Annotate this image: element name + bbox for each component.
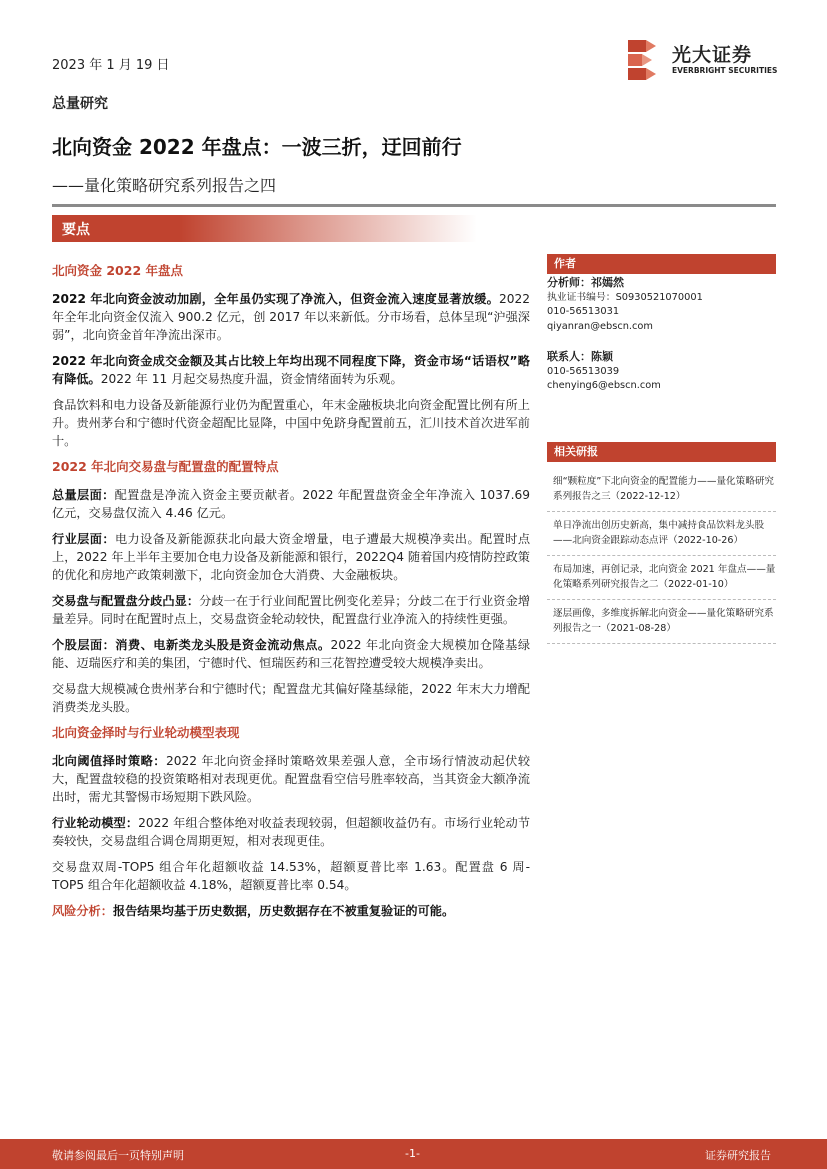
paragraph-5 bbox=[52, 530, 530, 584]
license-number: 执业证书编号：S0930521070001 bbox=[547, 291, 703, 303]
analyst-email[interactable]: qiyanran@ebscn.com bbox=[547, 320, 653, 332]
page-footer bbox=[0, 1139, 827, 1169]
paragraph-4-text: 配置盘是净流入资金主要贡献者。2022 年配置盘资金全年净流入 1037.69 亿元，交易盘仅流入 4.46 亿元。 bbox=[52, 488, 530, 520]
paragraph-8: 交易盘大规模减仓贵州茅台和宁德时代；配置盘尤其偏好隆基绿能，2022 年末大力增配消费类龙头股。 bbox=[52, 682, 530, 714]
main-content bbox=[52, 258, 530, 928]
paragraph-10-text: 2022 年组合整体绝对收益表现较弱，但超额收益仍有。市场行业轮动节奏较快，交易盘组合调仓周期更短，相对表现更佳。 bbox=[52, 816, 531, 848]
paragraph-10 bbox=[52, 814, 530, 850]
paragraph-6-lead: 交易盘与配置盘分歧凸显： bbox=[52, 594, 200, 608]
paragraph-1-text: 2022 年全年北向资金仅流入 900.2 亿元，创 2017 年以来新低。分市场看，总体呈现“沪强深弱”，北向资金首年净流出深市。 bbox=[52, 292, 530, 342]
section-heading-1: 北向资金 2022 年盘点 bbox=[52, 263, 183, 278]
contact-email[interactable]: chenying6@ebscn.com bbox=[547, 380, 661, 391]
section-heading-2: 2022 年北向交易盘与配置盘的配置特点 bbox=[52, 459, 279, 474]
sidebar bbox=[547, 254, 776, 644]
related-report-1[interactable]: 细“颗粒度”下北向资金的配置能力——量化策略研究系列报告之三（2022-12-12） bbox=[547, 468, 776, 512]
logo-text-cn: 光大证券 bbox=[672, 44, 753, 66]
paragraph-10-lead: 行业轮动模型： bbox=[52, 816, 139, 830]
risk-analysis bbox=[52, 902, 530, 920]
footer-doc-type: 证券研究报告 bbox=[705, 1149, 771, 1162]
paragraph-9 bbox=[52, 752, 530, 806]
paragraph-2 bbox=[52, 352, 530, 388]
paragraph-7-lead: 个股层面：消费、电新类龙头股是资金流动焦点。 bbox=[52, 638, 331, 652]
paragraph-9-text: 2022 年北向资金择时策略效果差强人意，全市场行情波动起伏较大，配置盘较稳的投资策略相对表现更优。配置盘看空信号胜率较高，当其资金大额净流出时，需尤其警惕市场短期下跌风险。 bbox=[52, 754, 531, 804]
paragraph-7 bbox=[52, 636, 530, 672]
paragraph-11: 交易盘双周-TOP5 组合年化超额收益 14.53%，超额夏普比率 1.63。配置盘 6 周-TOP5 组合年化超额收益 4.18%，超额夏普比率 0.54。 bbox=[52, 860, 530, 892]
paragraph-9-lead: 北向阈值择时策略： bbox=[52, 754, 166, 768]
report-subtitle: ——量化策略研究系列报告之四 bbox=[52, 176, 277, 195]
related-report-4[interactable]: 逐层画像，多维度拆解北向资金——量化策略研究系列报告之一（2021-08-28） bbox=[547, 600, 776, 644]
section-heading-3: 北向资金择时与行业轮动模型表现 bbox=[52, 725, 240, 740]
paragraph-1 bbox=[52, 290, 530, 344]
analyst-name: 分析师：祁嫣然 bbox=[547, 276, 624, 289]
contact-name: 联系人：陈颖 bbox=[547, 350, 613, 363]
paragraph-3: 食品饮料和电力设备及新能源行业仍为配置重心，年末金融板块北向资金配置比例有所上升。贵州茅台和宁德时代资金超配比显降，中国中免跻身配置前五，汇川技术首次进军前十。 bbox=[52, 398, 530, 448]
paragraph-4-lead: 总量层面： bbox=[52, 488, 115, 502]
risk-text: 报告结果均基于历史数据，历史数据存在不被重复验证的可能。 bbox=[112, 904, 455, 918]
paragraph-7-text: 2022 年北向资金大规模加仓隆基绿能、迈瑞医疗和美的集团，宁德时代、恒瑞医药和三花智控遭受较大规模净卖出。 bbox=[52, 638, 531, 670]
paragraph-5-text: 电力设备及新能源获北向最大资金增量，电子遭最大规模净卖出。配置时点上，2022 年上半年主要加仓电力设备及新能源和银行，2022Q4 随着国内疫情防控政策的优化和房地产政策刺激下，北向资金加仓大消费、大金融板块。 bbox=[52, 532, 531, 582]
paragraph-6-text: 分歧一在于行业间配置比例变化差异；分歧二在于行业资金增量差异。同时在配置时点上，交易盘资金轮动较快，配置盘行业净流入的持续性更强。 bbox=[52, 594, 531, 626]
report-title: 北向资金 2022 年盘点：一波三折，迂回前行 bbox=[52, 135, 462, 159]
paragraph-4 bbox=[52, 486, 530, 522]
report-date: 2023 年 1 月 19 日 bbox=[52, 58, 170, 73]
related-report-2[interactable]: 单日净流出创历史新高，集中减持食品饮料龙头股——北向资金跟踪动态点评（2022-10-26） bbox=[547, 512, 776, 556]
paragraph-5-lead: 行业层面： bbox=[52, 532, 115, 546]
company-logo bbox=[626, 38, 786, 82]
related-reports-header: 相关研报 bbox=[547, 442, 776, 462]
author-header: 作者 bbox=[547, 254, 776, 274]
keypoints-label: 要点 bbox=[62, 222, 90, 238]
paragraph-6 bbox=[52, 592, 530, 628]
report-category: 总量研究 bbox=[52, 96, 108, 112]
title-divider bbox=[52, 204, 776, 207]
analyst-phone: 010-56513031 bbox=[547, 306, 620, 317]
paragraph-2-text: 2022 年 11 月起交易热度升温，资金情绪面转为乐观。 bbox=[100, 372, 403, 386]
page-number: -1- bbox=[405, 1147, 420, 1160]
logo-text-en: EVERBRIGHT SECURITIES bbox=[672, 66, 778, 75]
paragraph-2-lead: 2022 年北向资金成交金额及其占比较上年均出现不同程度下降，资金市场“话语权”略有降低。 bbox=[52, 354, 530, 386]
contact-phone: 010-56513039 bbox=[547, 365, 620, 377]
paragraph-1-lead: 2022 年北向资金波动加剧，全年虽仍实现了净流入，但资金流入速度显著放缓。 bbox=[52, 292, 499, 306]
risk-label: 风险分析： bbox=[52, 904, 113, 918]
logo-mark-icon bbox=[626, 38, 666, 82]
keypoints-header bbox=[52, 215, 477, 242]
footer-disclaimer: 敬请参阅最后一页特别声明 bbox=[52, 1149, 184, 1162]
related-report-3[interactable]: 布局加速，再创记录，北向资金 2021 年盘点——量化策略系列研究报告之二（2022-01-10） bbox=[547, 556, 776, 600]
